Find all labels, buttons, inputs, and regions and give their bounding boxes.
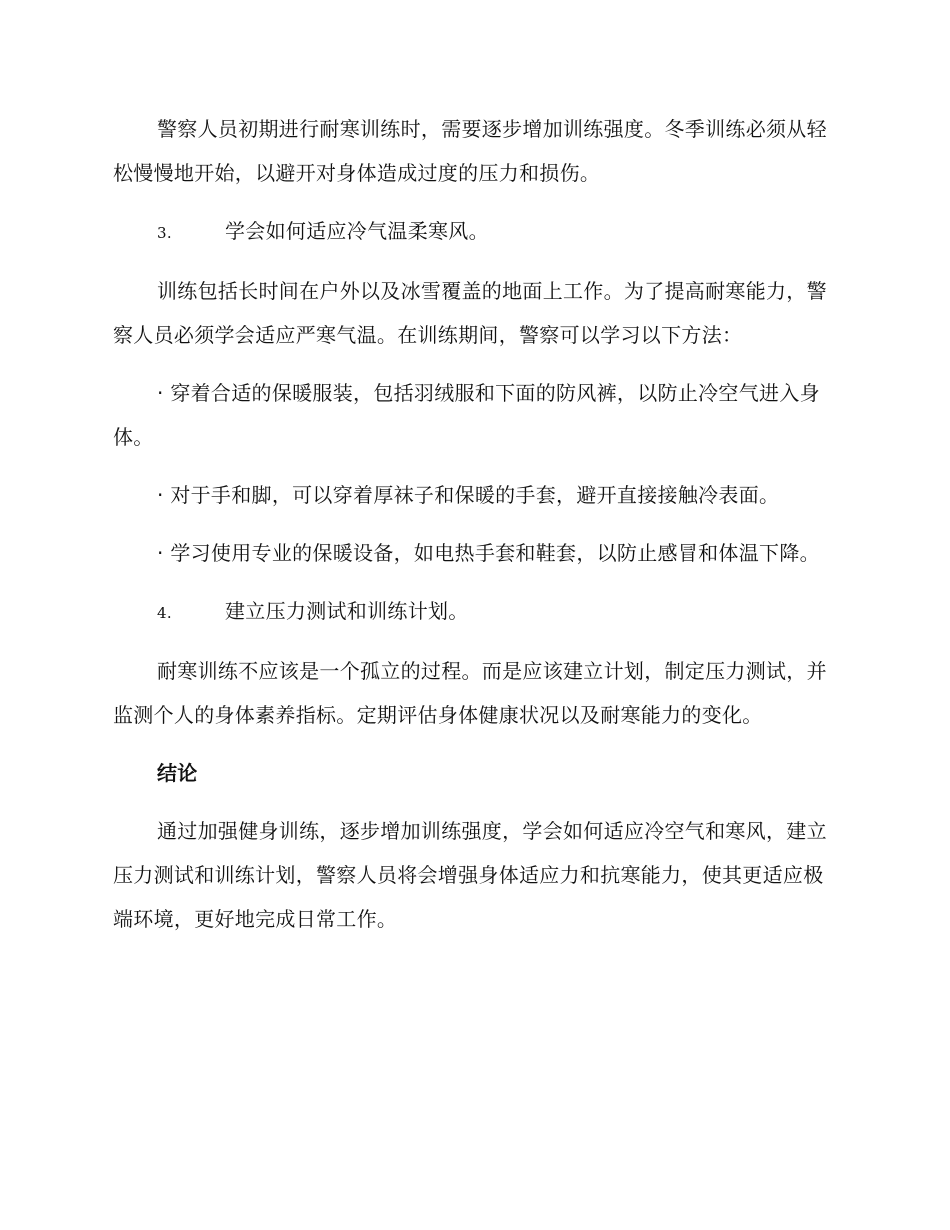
bullet-clothing: · 穿着合适的保暖服装，包括羽绒服和下面的防风裤，以防止冷空气进入身体。: [113, 381, 820, 449]
list-item-3: [113, 209, 833, 255]
bullet-hands-feet: · 对于手和脚，可以穿着厚袜子和保暖的手套，避开直接接触冷表面。: [157, 483, 780, 507]
paragraph-gradual-intensity: 警察人员初期进行耐寒训练时，需要逐步增加训练强度。冬季训练必须从轻松慢慢地开始，以避开对身体造成过度的压力和损伤。: [113, 117, 827, 185]
list-title-4: 建立压力测试和训练计划。: [225, 599, 469, 623]
document-body: [113, 107, 833, 941]
list-item-4: [113, 589, 833, 635]
list-title-3: 学会如何适应冷气温柔寒风。: [225, 219, 489, 243]
paragraph-plan: 耐寒训练不应该是一个孤立的过程。而是应该建立计划，制定压力测试，并监测个人的身体素养指标。定期评估身体健康状况以及耐寒能力的变化。: [113, 659, 827, 727]
paragraph-adapt-cold: 训练包括长时间在户外以及冰雪覆盖的地面上工作。为了提高耐寒能力，警察人员必须学会适应严寒气温。在训练期间，警察可以学习以下方法：: [113, 279, 827, 347]
bullet-equipment: · 学习使用专业的保暖设备，如电热手套和鞋套，以防止感冒和体温下降。: [157, 541, 820, 565]
list-number-3: 3.: [157, 224, 172, 242]
conclusion-heading: 结论: [157, 761, 198, 785]
list-number-4: 4.: [157, 604, 172, 622]
paragraph-conclusion: 通过加强健身训练，逐步增加训练强度，学会如何适应冷空气和寒风，建立压力测试和训练计划，警察人员将会增强身体适应力和抗寒能力，使其更适应极端环境，更好地完成日常工作。: [113, 819, 827, 931]
